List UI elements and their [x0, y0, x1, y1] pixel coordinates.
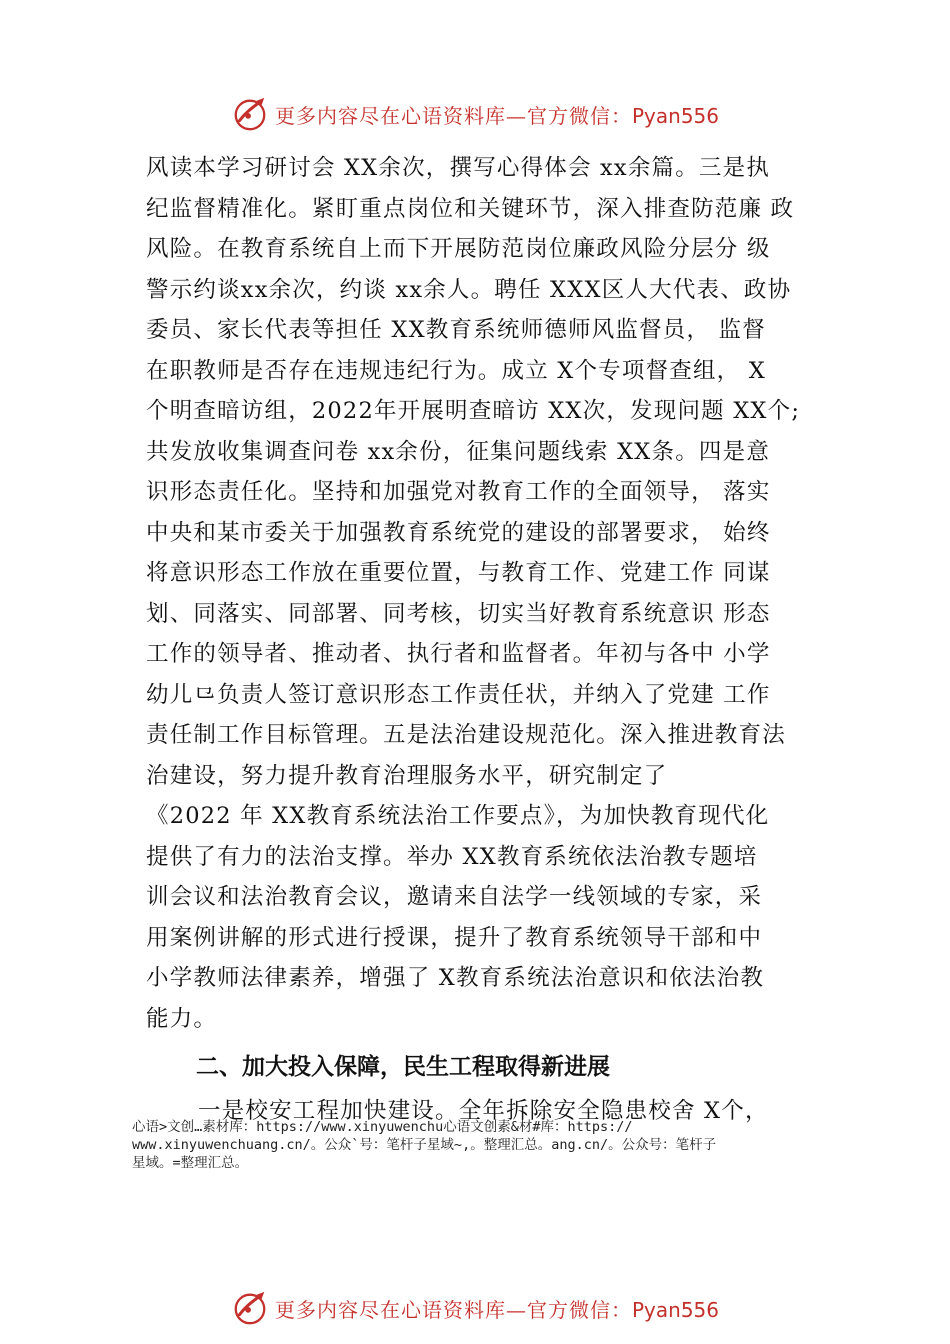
document-body [146, 148, 846, 1132]
body-line: 责任制工作目标管理。五是法治建设规范化。深入推进教育法 [146, 722, 786, 748]
body-line: 《2022 年 XX教育系统法治工作要点》，为加快教育现代化 [146, 803, 770, 829]
body-line: 小学教师法律素养，增强了 X教育系统法治意识和依法治教 [146, 965, 765, 991]
body-line: 将意识形态工作放在重要位置，与教育工作、党建工作 同谋 [146, 560, 771, 586]
body-line: 个明查暗访组，2022年开展明查暗访 XX次，发现问题 XX个; [146, 398, 801, 424]
body-line: 能力。 [146, 1005, 218, 1032]
footnote-line: www.xinyuwenchuang.cn/。公众`号：笔杆子星域~,。整理汇总。ang.cn/。公众号：笔杆子 [132, 1137, 717, 1153]
footnote-line: 心语>文创…素材库：https://www.xinyuwenchu心语文创素&材#库：https:// [132, 1119, 633, 1135]
body-line: 训会议和法治教育会议，邀请来自法学一线领域的专家，采 [146, 884, 763, 910]
body-line: 工作的领导者、推动者、执行者和监督者。年初与各中 小学 [146, 641, 771, 667]
footer-banner [0, 1288, 950, 1328]
body-line: 划、同落实、同部署、同考核，切实当好教育系统意识 形态 [146, 600, 771, 627]
wechat-id: Pyan556 [631, 1297, 719, 1322]
body-line: 风读本学习研讨会 XX余次，撰写心得体会 xx余篇。三是执 [146, 155, 771, 181]
body-line: 识形态责任化。坚持和加强党对教育工作的全面领导， 落实 [146, 479, 771, 505]
body-line: 风险。在教育系统自上而下开展防范岗位廉政风险分层分 级 [146, 236, 771, 262]
body-line: 共发放收集调查问卷 xx余份，征集问题线索 XX条。四是意 [146, 438, 771, 465]
body-line: 用案例讲解的形式进行授课，提升了教育系统领导干部和中 [146, 924, 763, 951]
banner-text: 更多内容尽在心语资料库—官方微信：Pyan556 [274, 103, 719, 128]
footnote-line: 星域。=整理汇总。 [132, 1155, 249, 1171]
paragraph-first-line: 一是校安工程加快建设。全年拆除安全隐患校舍 X个， [198, 1098, 769, 1124]
body-line: 中央和某市委关于加强教育系统党的建设的部署要求， 始终 [146, 519, 771, 546]
body-line: 委员、家长代表等担任 XX教育系统师德师风监督员， 监督 [146, 317, 766, 343]
body-line: 在职教师是否存在违规违纪行为。成立 X个专项督查组， X [146, 357, 766, 384]
body-line: 幼儿⺋负责人签订意识形态工作责任状，并纳入了党建 工作 [146, 681, 771, 708]
wechat-id: Pyan556 [631, 103, 719, 128]
footnote [132, 1118, 852, 1172]
body-line: 治建设，努力提升教育治理服务水平，研究制定了 [146, 762, 668, 789]
brush-logo-icon [231, 95, 269, 133]
header-banner [0, 94, 950, 134]
body-line: 纪监督精准化。紧盯重点岗位和关键环节，深入排查防范廉 政 [146, 195, 795, 222]
body-line: 提供了有力的法治支撑。举办 XX教育系统依法治教专题培 [146, 843, 758, 870]
banner-text: 更多内容尽在心语资料库—官方微信：Pyan556 [274, 1297, 719, 1322]
section-heading: 二、加大投入保障，民生工程取得新进展 [196, 1054, 610, 1080]
body-line: 警示约谈xx余次，约谈 xx余人。聘任 XXX区人大代表、政协 [146, 276, 792, 303]
brush-logo-icon [231, 1289, 269, 1327]
